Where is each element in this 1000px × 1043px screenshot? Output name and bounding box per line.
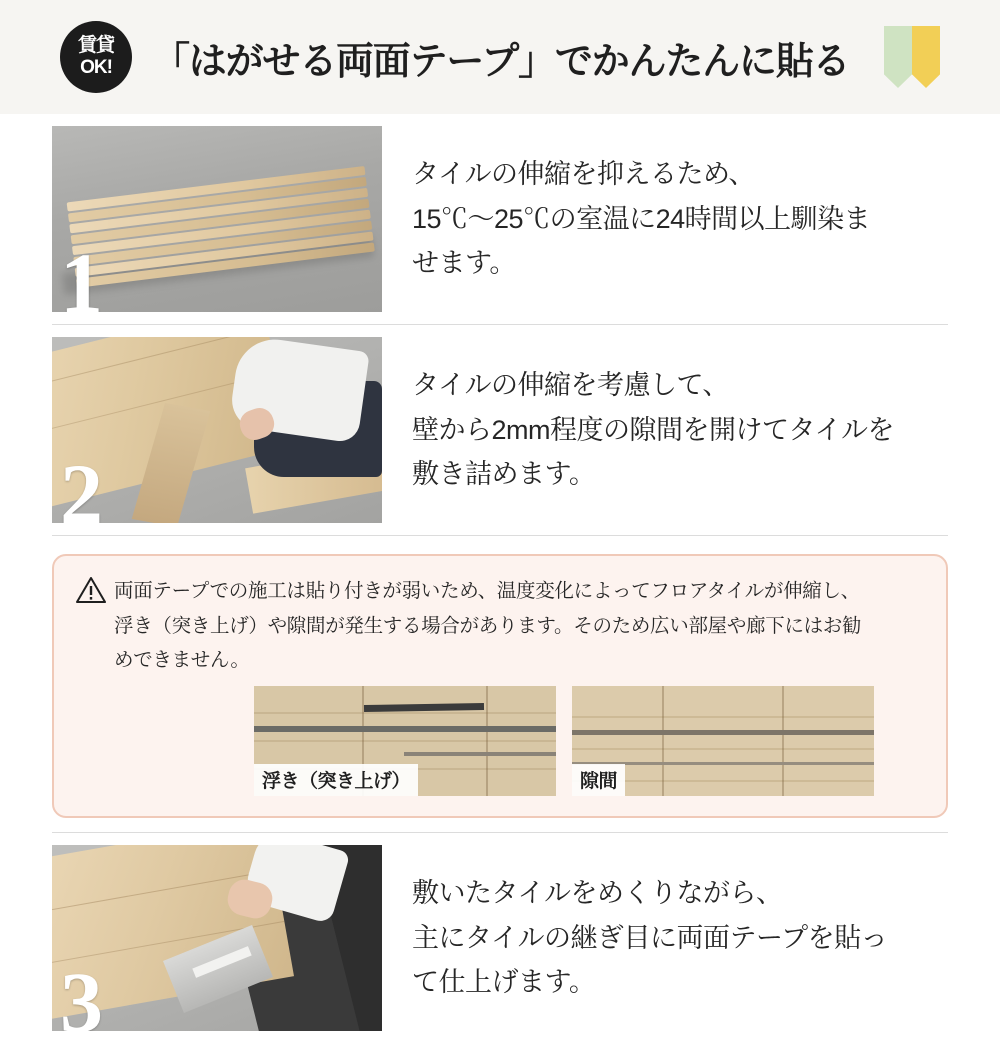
- badge-line2: OK!: [80, 57, 112, 78]
- step-1-photo: [52, 126, 382, 312]
- step-1-line-2: 15℃～25℃の室温に24時間以上馴染ま: [412, 203, 871, 234]
- warning-triangle-icon: [76, 576, 106, 604]
- step-3-line-1: 敷いたタイルをめくりながら、: [412, 878, 783, 909]
- plank-gap-line: [572, 730, 874, 735]
- ribbon-bookmark-icon: [884, 26, 940, 88]
- step-2-line-1: タイルの伸縮を考慮して、: [412, 370, 729, 401]
- step-3-text: [382, 833, 948, 1043]
- step-1-line-1: タイルの伸縮を抑えるため、: [412, 159, 755, 190]
- step-number-2: 2: [60, 446, 103, 523]
- warning-image-row: [254, 686, 924, 796]
- warning-image-2-caption: 隙間: [572, 764, 625, 796]
- warning-image-buckling: [254, 686, 556, 796]
- step-row-1: [52, 114, 948, 325]
- step-2-photo: [52, 337, 382, 523]
- step-3-photo: [52, 845, 382, 1031]
- warning-line-2: 浮き（突き上げ）や隙間が発生する場合があります。そのため広い部屋や廊下にはお勧: [114, 614, 862, 637]
- step-3-line-3: て仕上げます。: [412, 967, 596, 998]
- plank-seam-dark: [254, 726, 556, 732]
- step-row-2: [52, 325, 948, 536]
- warning-line-1: 両面テープでの施工は貼り付きが弱いため、温度変化によってフロアタイルが伸縮し、: [114, 580, 860, 602]
- step-row-3: [52, 832, 948, 1043]
- step-1-line-3: せます。: [412, 248, 516, 279]
- content-area: [0, 114, 1000, 1043]
- rental-ok-badge: [60, 21, 132, 93]
- step-number-1: 1: [60, 235, 103, 312]
- badge-line1: 賃貸: [77, 35, 114, 57]
- warning-text: [114, 574, 861, 678]
- step-2-text: [382, 325, 948, 535]
- warning-line-3: めできません。: [114, 649, 250, 672]
- step-2-line-2: 壁から2mm程度の隙間を開けてタイルを: [412, 414, 894, 445]
- step-number-3: 3: [60, 954, 103, 1032]
- page-title: 「はがせる両面テープ」でかんたんに貼る: [152, 40, 850, 83]
- warning-image-gap: [572, 686, 874, 796]
- header-banner: [0, 0, 1000, 114]
- plank-seam-light: [404, 752, 556, 756]
- warning-box: [52, 554, 948, 818]
- warning-top-row: [76, 574, 924, 678]
- step-1-text: [382, 114, 948, 324]
- step-3-line-2: 主にタイルの継ぎ目に両面テープを貼っ: [412, 922, 888, 953]
- ribbon-left-half: [884, 26, 912, 88]
- step-2-line-3: 敷き詰めます。: [412, 459, 596, 490]
- warning-image-1-caption: 浮き（突き上げ）: [254, 764, 418, 796]
- ribbon-right-half: [912, 26, 940, 88]
